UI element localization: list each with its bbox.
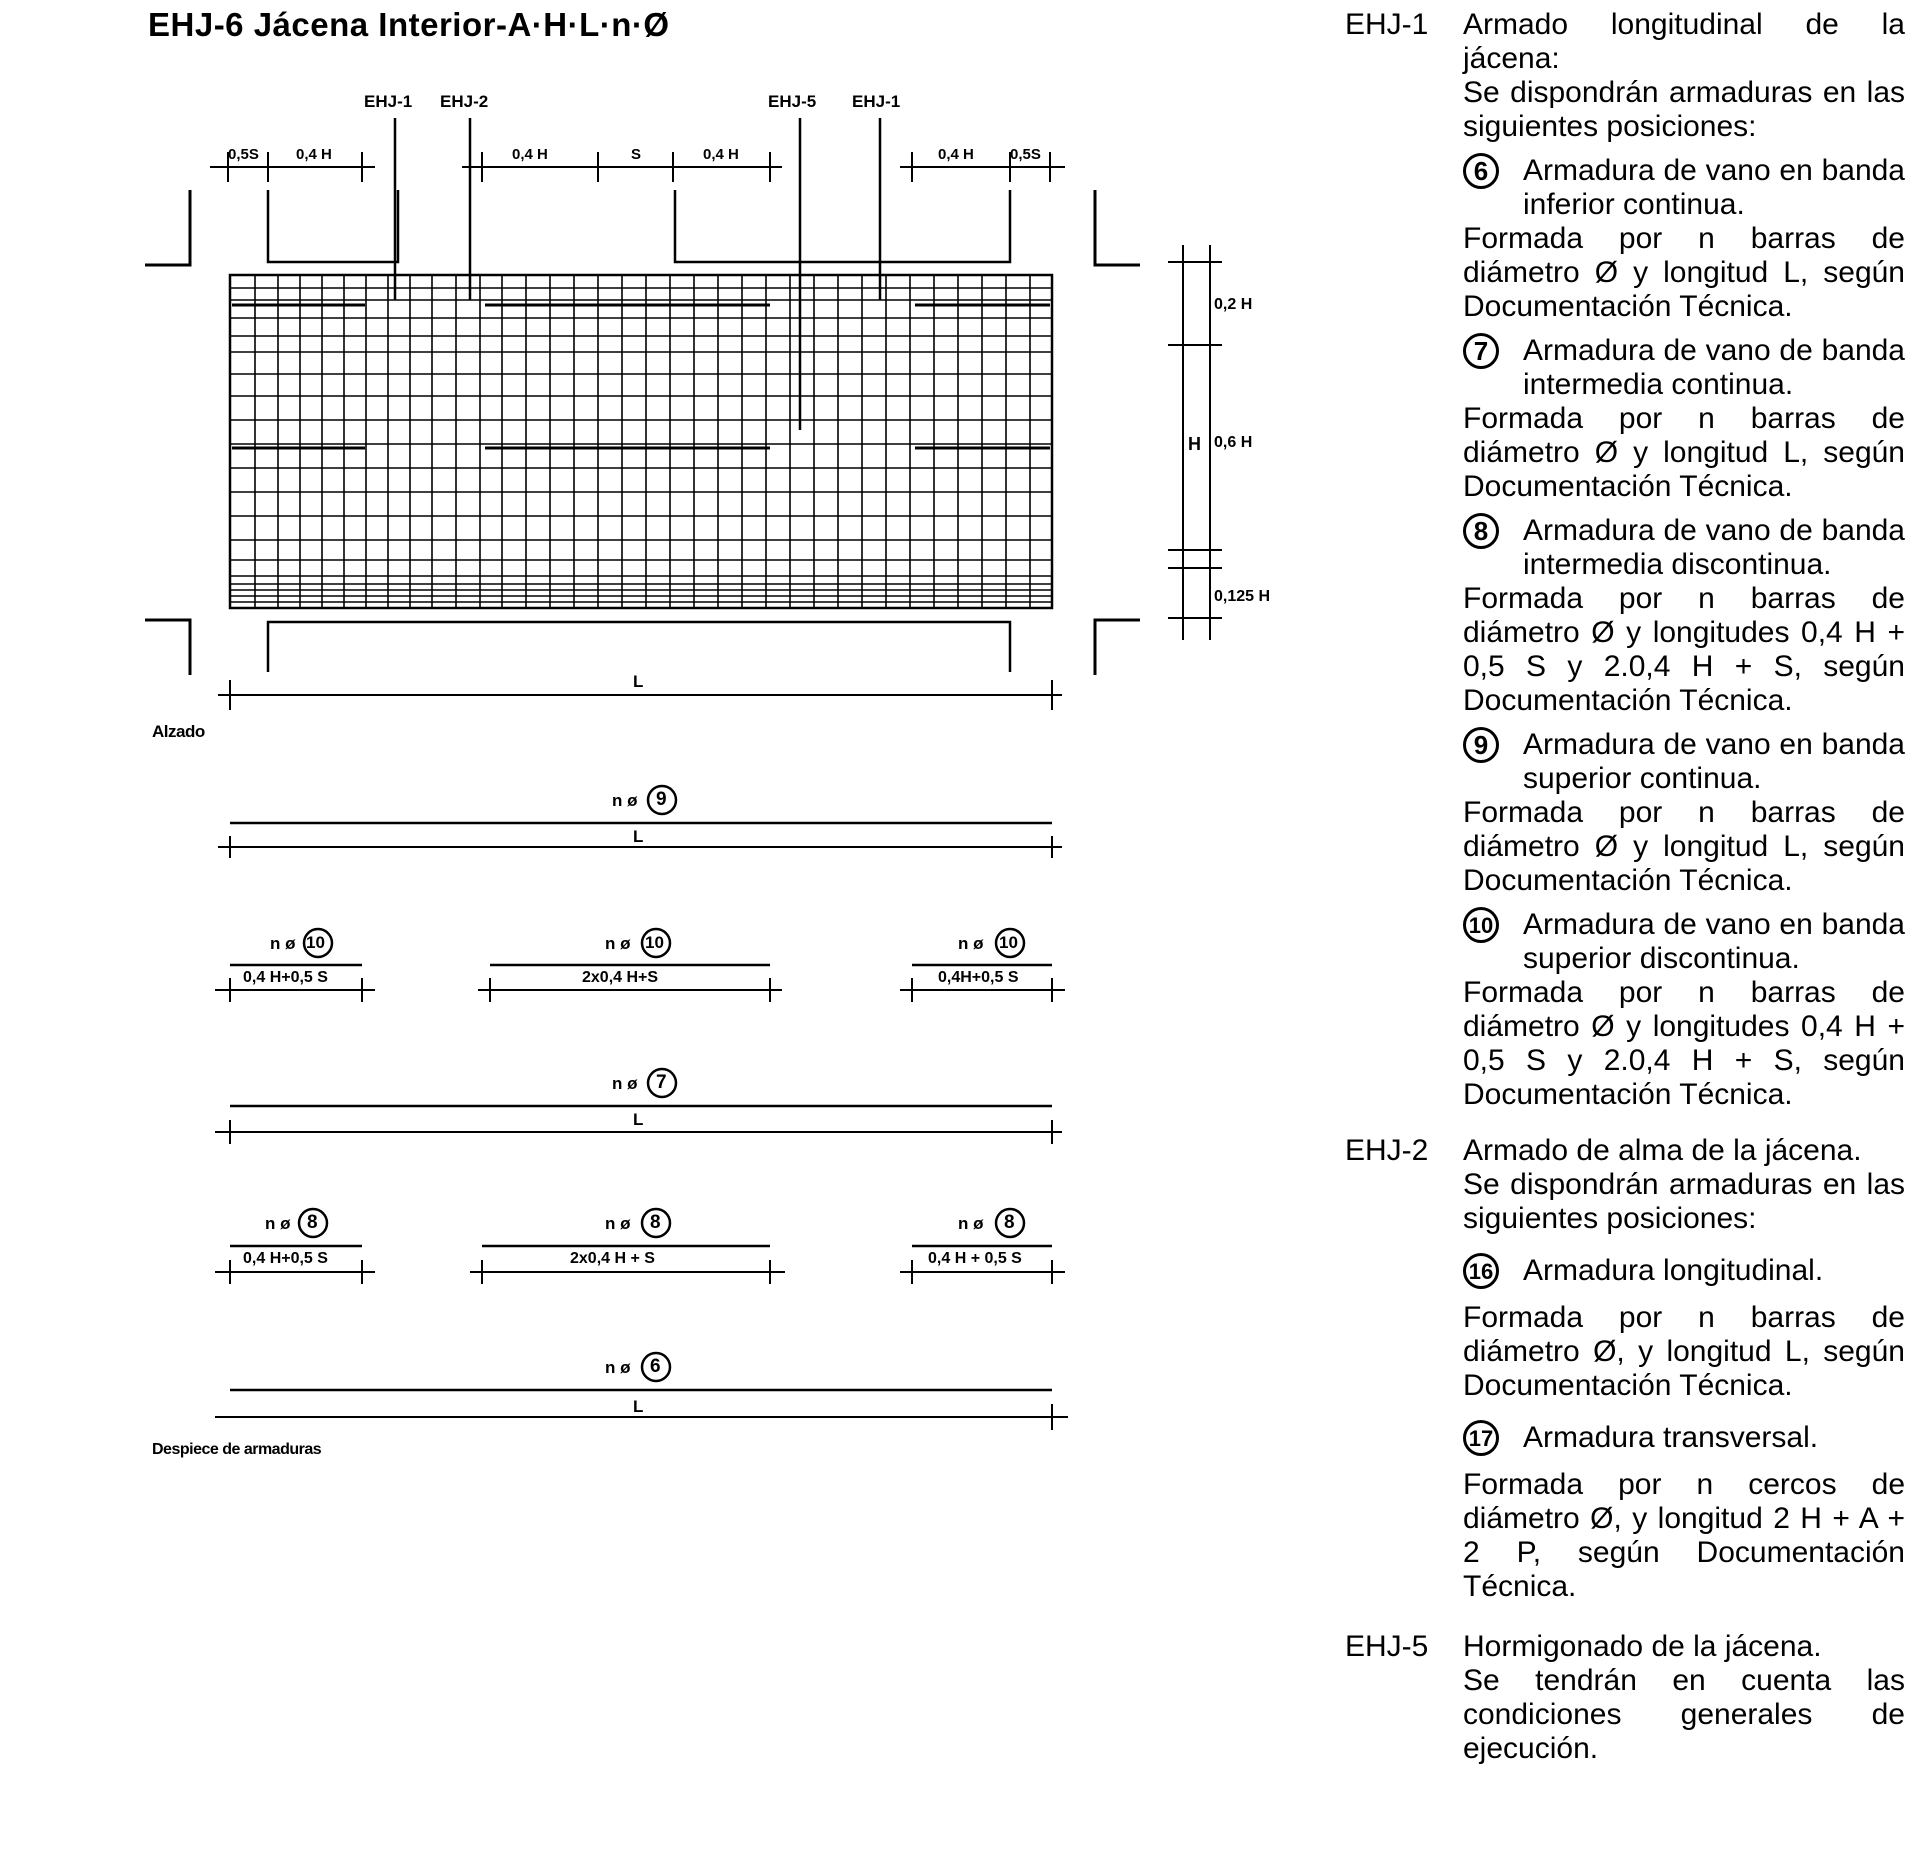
spec-item-formed: Formada por n barras de diámetro Ø, y longitud L, según Documentación Técnica. [1463,1301,1905,1402]
tag-ehj2: EHJ-2 [440,92,489,111]
spec-ehj5-intro: Se tendrán en cuenta las condiciones generales de ejecución. [1463,1664,1905,1765]
spec-ehj2 [1345,1134,1905,1604]
dim-right-bottom: 0,125 H [1214,588,1271,605]
page-title: EHJ-6 Jácena Interior-A·H·L·n·Ø [148,6,670,43]
bar8-label-mid: n ø [605,1214,631,1233]
spec-code-ehj2: EHJ-2 [1345,1134,1429,1167]
spec-item-10 [1463,908,1905,976]
dim-mid-04h-a: 0,4 H [512,146,548,163]
dim-right-total: H [1188,434,1201,454]
caption-elevation: Alzado [152,722,205,741]
spec-item-text: Armadura de vano en banda superior discontinua. [1523,908,1905,975]
bar7-num: 7 [656,1072,667,1093]
spec-item-9 [1463,728,1905,796]
dim-right-04h: 0,4 H [938,146,974,163]
dim-right-05s: 0,5S [1010,146,1041,163]
dim-mid-04h-b: 0,4 H [703,146,739,163]
spec-item-formed: Formada por n barras de diámetro Ø y longitud L, según Documentación Técnica. [1463,222,1905,323]
bar-number-badge: 6 [1463,153,1499,189]
bar8-num-mid: 8 [650,1212,661,1233]
bar8-num-left: 8 [307,1212,318,1233]
bar6-num: 6 [650,1356,661,1377]
spec-item-formed: Formada por n barras de diámetro Ø y longitudes 0,4 H + 0,5 S y 2.0,4 H + S, según Documentación Técnica. [1463,976,1905,1111]
dim-left-05s: 0,5S [228,146,259,163]
tag-ehj5: EHJ-5 [768,92,817,111]
bar7-length: L [633,1110,644,1129]
spec-ehj1-intro: Se dispondrán armaduras en las siguientes posiciones: [1463,76,1905,143]
spec-item-17 [1463,1421,1905,1456]
bar10-label-left: n ø [270,934,296,953]
spec-item-text: Armadura transversal. [1523,1421,1819,1454]
bar8-label-right: n ø [958,1214,984,1233]
specification-column [1345,8,1905,1766]
bar10-len-right: 0,4H+0,5 S [938,969,1019,986]
bar-number-badge: 17 [1463,1420,1499,1456]
spec-item-text: Armadura longitudinal. [1523,1254,1824,1287]
spec-code-ehj5: EHJ-5 [1345,1630,1429,1663]
bar-number-badge: 16 [1463,1253,1499,1289]
bar10-num-right: 10 [999,933,1018,952]
caption-bars: Despiece de armaduras [152,1441,322,1458]
bar8-num-right: 8 [1004,1212,1015,1233]
bar9-label: n ø [612,791,638,810]
dim-mid-s: S [631,146,642,163]
bar10-len-mid: 2x0,4 H+S [582,969,659,986]
bar10-label-mid: n ø [605,934,631,953]
spec-ehj2-intro: Se dispondrán armaduras en las siguientes posiciones: [1463,1168,1905,1235]
bar-number-badge: 10 [1463,907,1499,943]
spec-item-text: Armadura de vano en banda superior continua. [1523,728,1905,795]
spec-code-ehj1: EHJ-1 [1345,8,1429,41]
bar9-length: L [633,827,644,846]
spec-item-formed: Formada por n barras de diámetro Ø y longitud L, según Documentación Técnica. [1463,796,1905,897]
bar6-length: L [633,1397,644,1416]
spec-item-text: Armadura de vano en banda inferior continua. [1523,154,1905,221]
bar10-num-mid: 10 [645,933,664,952]
bar10-len-left: 0,4 H+0,5 S [243,969,328,986]
spec-item-text: Armadura de vano de banda intermedia discontinua. [1523,514,1905,581]
bar10-num-left: 10 [306,933,325,952]
spec-ehj1-heading: Armado longitudinal de la jácena: [1463,8,1905,75]
spec-ehj5 [1345,1630,1905,1766]
bar-number-badge: 9 [1463,727,1499,763]
spec-ehj2-heading: Armado de alma de la jácena. [1463,1134,1862,1167]
spec-ehj1 [1345,8,1905,1112]
dim-left-04h: 0,4 H [296,146,332,163]
dim-length: L [633,672,644,691]
spec-item-formed: Formada por n barras de diámetro Ø y longitud L, según Documentación Técnica. [1463,402,1905,503]
bar9-num: 9 [656,789,667,810]
spec-item-7 [1463,334,1905,402]
bar8-len-mid: 2x0,4 H + S [570,1250,655,1267]
bar8-label-left: n ø [265,1214,291,1233]
spec-item-text: Armadura de vano de banda intermedia continua. [1523,334,1905,401]
bar8-len-right: 0,4 H + 0,5 S [928,1250,1022,1267]
spec-item-16 [1463,1254,1905,1289]
spec-item-formed: Formada por n barras de diámetro Ø y longitudes 0,4 H + 0,5 S y 2.0,4 H + S, según Documentación Técnica. [1463,582,1905,717]
spec-ehj5-heading: Hormigonado de la jácena. [1463,1630,1822,1663]
bar8-len-left: 0,4 H+0,5 S [243,1250,328,1267]
bar10-label-right: n ø [958,934,984,953]
spec-item-6 [1463,154,1905,222]
bar6-label: n ø [605,1358,631,1377]
spec-item-formed: Formada por n cercos de diámetro Ø, y longitud 2 H + A + 2 P, según Documentación Técnica. [1463,1468,1905,1603]
bar-number-badge: 7 [1463,333,1499,369]
tag-ehj1-right: EHJ-1 [852,92,901,111]
dim-right-middle: 0,6 H [1214,434,1253,451]
tag-ehj1-left: EHJ-1 [364,92,413,111]
bar-number-badge: 8 [1463,513,1499,549]
spec-item-8 [1463,514,1905,582]
dim-right-top: 0,2 H [1214,296,1253,313]
bar7-label: n ø [612,1074,638,1093]
